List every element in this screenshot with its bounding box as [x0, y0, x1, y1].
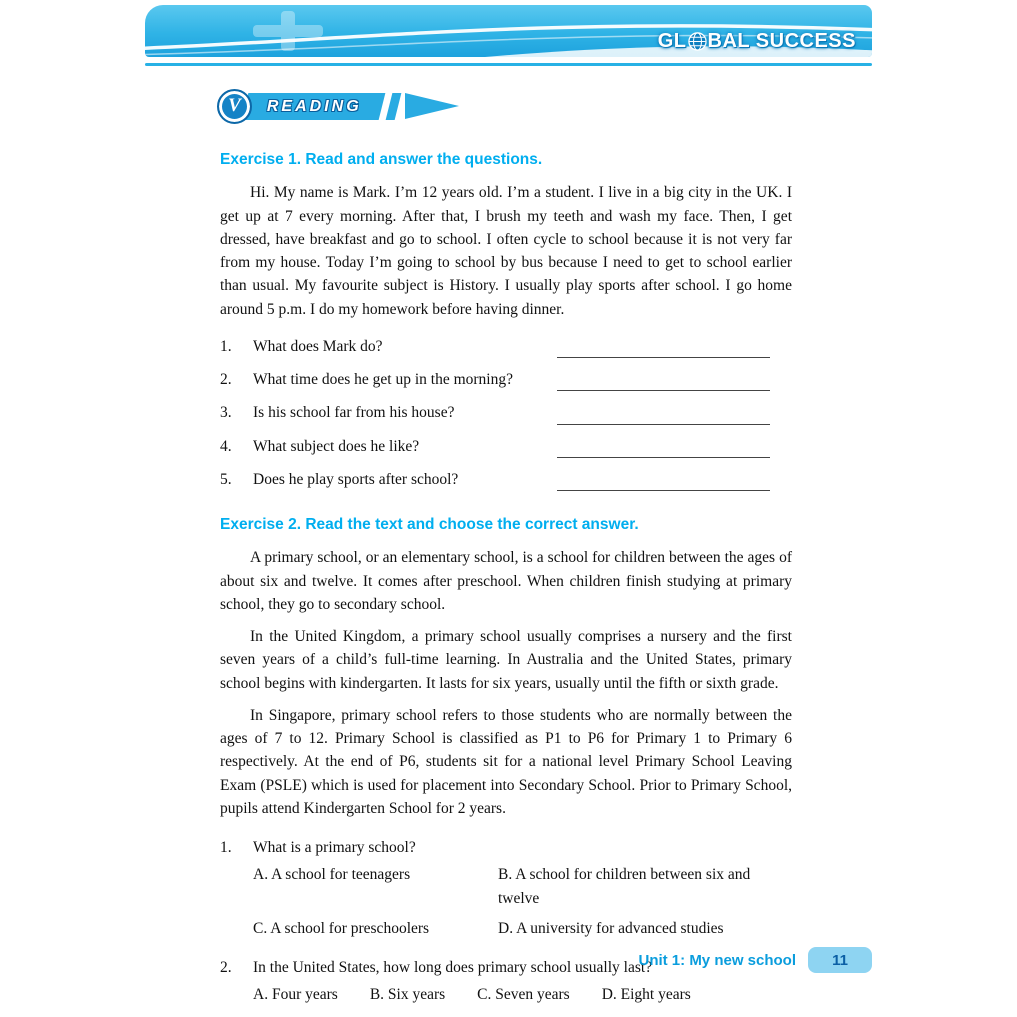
- option-d: D. A university for advanced studies: [498, 919, 724, 937]
- answer-line: [557, 440, 770, 458]
- question-number: 5.: [220, 470, 232, 488]
- exercise2-heading: Exercise 2. Read the text and choose the correct answer.: [220, 516, 639, 533]
- option-c: C. A school for preschoolers: [253, 919, 430, 937]
- exercise2-paragraph: A primary school, or an elementary school, is a school for children between the ages of about six and twelve. It comes after preschool. When children finish studying at primary school, they go to secondary school.: [220, 549, 792, 613]
- question-row: [220, 468, 792, 491]
- options-grid: [253, 863, 792, 940]
- globe-icon: [688, 32, 707, 51]
- option-b: B. A school for children between six and twelve: [498, 866, 751, 907]
- option-d: D. Eight years: [601, 986, 691, 1004]
- section-number-badge: [217, 89, 252, 124]
- exercise1-passage: Hi. My name is Mark. I’m 12 years old. I’m a student. I live in a big city in the UK. I get up at 7 every morning. After that, I brush my teeth and wash my face. Then, I get dressed, have breakfast and go to school. I often cycle to school because it is not very far from my house. Today I’m going to school by bus because I need to get to school earlier than usual. My favourite subject is History. I usually play sports after school. I go home around 5 p.m. I do my homework before having dinner.: [220, 184, 792, 318]
- page-content: [220, 134, 792, 1007]
- page-number: 11: [832, 951, 848, 969]
- exercise2-paragraph: In the United Kingdom, a primary school usually comprises a nursery and the first seven years of a child’s full-time learning. In Australia and the United States, primary school begins with kindergarten. It lasts for six years, usually until the fifth or sixth grade.: [220, 628, 792, 692]
- ribbon-arrow-icon: [405, 93, 459, 119]
- question-text: In the United States, how long does primary school usually last?: [253, 959, 653, 976]
- section-title-ribbon: [242, 93, 386, 120]
- exercise1-heading: Exercise 1. Read and answer the questions.: [220, 151, 543, 168]
- header-band-background: [145, 5, 872, 57]
- question-number: 1.: [220, 337, 232, 355]
- page-footer: [638, 947, 872, 973]
- options-row: [253, 983, 792, 1006]
- header-band: [145, 5, 872, 66]
- unit-label: Unit 1: My new school: [638, 951, 796, 969]
- question-row: [220, 836, 792, 859]
- question-row: [220, 368, 792, 391]
- section-title: READING: [267, 97, 362, 114]
- answer-line: [557, 407, 770, 425]
- option-a: A. Four years: [253, 986, 338, 1004]
- question-text: What subject does he like?: [253, 437, 420, 455]
- question-row: [220, 335, 792, 358]
- question-text: Is his school far from his house?: [253, 404, 455, 422]
- header-divider-line: [145, 63, 872, 66]
- ribbon-accent-bar: [385, 93, 401, 120]
- option-c: C. Seven years: [477, 986, 570, 1004]
- gloss-highlight: [253, 11, 323, 51]
- page-number-badge: [808, 947, 872, 973]
- answer-line: [557, 473, 770, 491]
- brand-text-right: BAL SUCCESS: [707, 30, 856, 52]
- answer-line: [557, 373, 770, 391]
- option-b: B. Six years: [369, 986, 446, 1004]
- answer-line: [557, 340, 770, 358]
- question-number: 2.: [220, 959, 232, 976]
- brand-logo: [658, 30, 856, 53]
- question-number: 3.: [220, 404, 232, 422]
- question-number: 4.: [220, 437, 232, 455]
- brand-text-left: GL: [657, 30, 687, 52]
- section-letter: V: [228, 95, 241, 116]
- question-text: Does he play sports after school?: [253, 470, 459, 488]
- option-a: A. A school for teenagers: [253, 866, 411, 884]
- question-number: 2.: [220, 371, 232, 388]
- question-row: [220, 401, 792, 424]
- question-text: What is a primary school?: [253, 839, 416, 856]
- question-number: 1.: [220, 839, 232, 856]
- exercise2-paragraph: In Singapore, primary school refers to those students who are normally between the ages of 7 to 12. Primary School is classified as P1 to P6 for Primary 1 to Primary 6 respectively. At the end of P6, students sit for a national level Primary School Leaving Exam (PSLE) which is used for placement into Secondary School. Prior to Primary School, pupils attend Kindergarten School for 2 years.: [220, 706, 792, 817]
- textbook-page: [145, 0, 872, 1017]
- question-text: What time does he get up in the morning?: [253, 371, 513, 388]
- section-banner: [217, 88, 459, 124]
- question-row: [220, 435, 792, 458]
- question-text: What does Mark do?: [253, 337, 383, 355]
